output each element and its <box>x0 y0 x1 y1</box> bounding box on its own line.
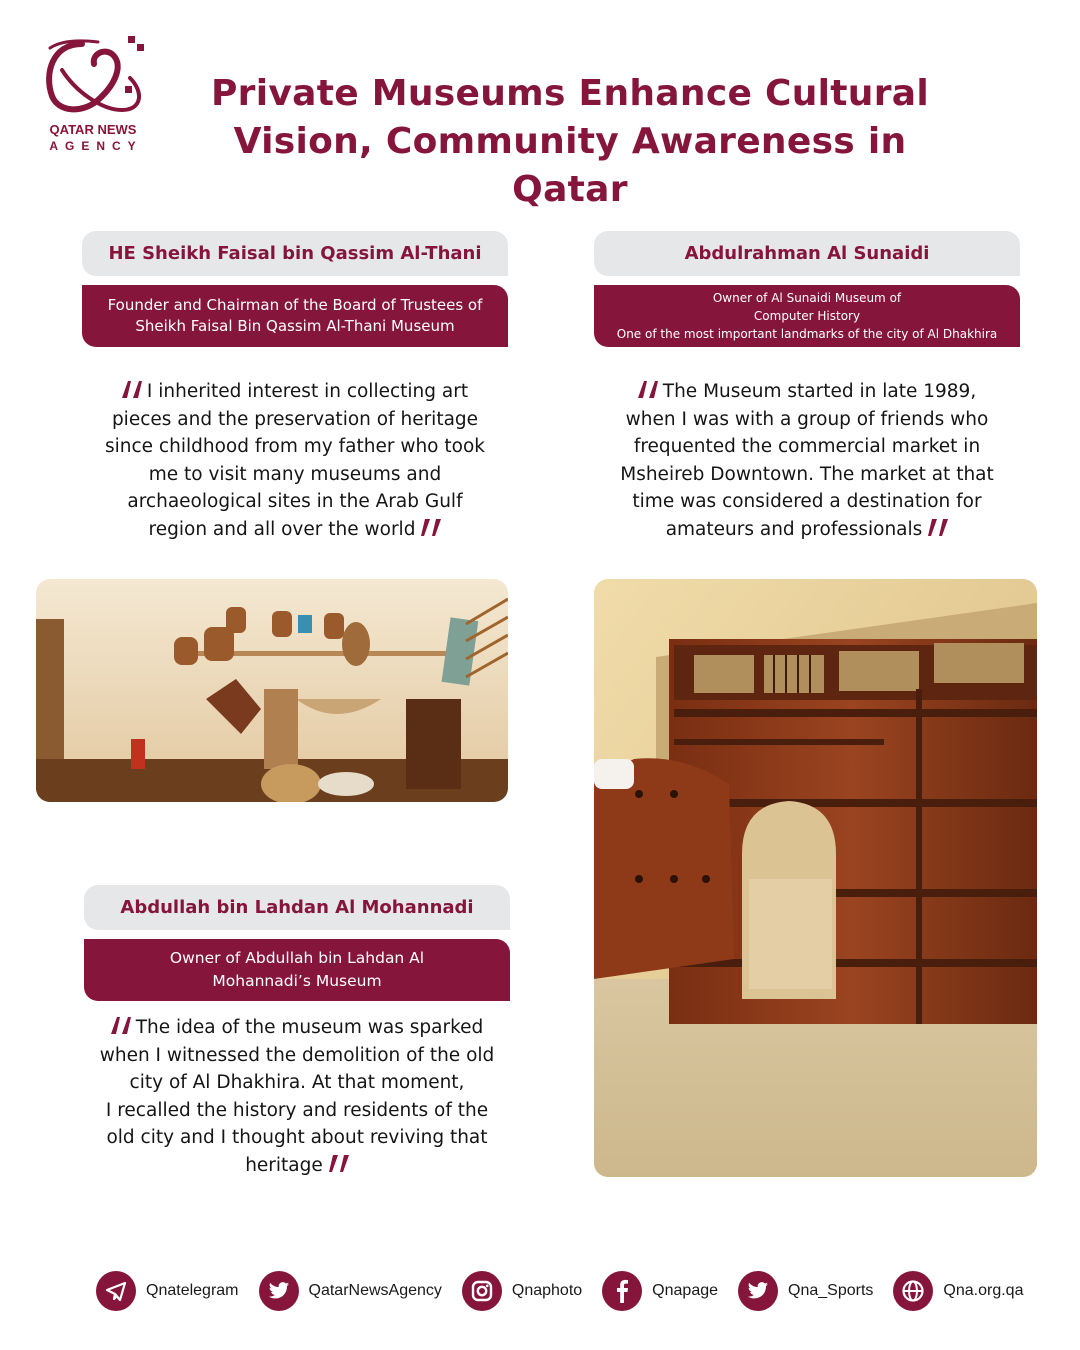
social-link-instagram[interactable] <box>462 1271 582 1311</box>
person-role-box <box>84 939 510 1001</box>
social-link-twitter-sports[interactable] <box>738 1271 873 1311</box>
social-footer <box>96 1270 1043 1312</box>
brand-name-line2: AGENCY <box>49 139 143 153</box>
social-link-twitter[interactable] <box>259 1271 442 1311</box>
person-name-box <box>594 231 1020 276</box>
title-line-1: Private Museums Enhance Cultural <box>210 73 930 114</box>
social-link-website[interactable] <box>893 1271 1023 1311</box>
museum-interior-image <box>36 579 508 802</box>
telegram-icon <box>96 1271 136 1311</box>
title-line-2: Vision, Community Awareness in Qatar <box>233 121 907 210</box>
page-title <box>170 70 970 214</box>
facebook-icon <box>602 1271 642 1311</box>
qna-logo-icon <box>42 34 146 120</box>
social-label: Qnapage <box>652 1282 719 1299</box>
person-name-box <box>84 885 510 930</box>
open-quote-icon <box>111 1017 132 1034</box>
open-quote-icon <box>638 381 659 398</box>
wooden-door-photo <box>594 579 1037 1177</box>
social-link-facebook[interactable] <box>602 1271 718 1311</box>
person-name: HE Sheikh Faisal bin Qassim Al-Thani <box>108 243 482 264</box>
person-quote: The idea of the museum was sparked when I witnessed the demolition of the old city of Al Dhakhira. At that moment, I recalled the history and residents of the old city and I thought about reviving that heritage <box>99 1017 495 1176</box>
role-line: Owner of Al Sunaidi Museum of <box>712 291 902 305</box>
person-role-box <box>82 285 508 347</box>
social-link-telegram[interactable] <box>96 1271 239 1311</box>
role-line: Owner of Abdullah bin Lahdan Al <box>169 949 425 967</box>
role-line: Sheikh Faisal Bin Qassim Al-Thani Museum <box>135 317 455 335</box>
close-quote-icon <box>927 519 948 536</box>
old-door-image <box>594 579 1037 1177</box>
museum-artifacts-photo <box>36 579 508 802</box>
role-line: Mohannadi’s Museum <box>212 972 382 990</box>
social-label: Qna.org.qa <box>943 1282 1024 1299</box>
globe-icon <box>893 1271 933 1311</box>
twitter-icon <box>738 1271 778 1311</box>
qna-logo <box>38 34 148 159</box>
instagram-icon <box>462 1271 502 1311</box>
twitter-icon <box>259 1271 299 1311</box>
person-role-box <box>594 285 1020 347</box>
role-line: One of the most important landmarks of the city of Al Dhakhira <box>616 327 998 341</box>
role-line: Founder and Chairman of the Board of Trustees of <box>107 296 483 314</box>
close-quote-icon <box>328 1155 349 1172</box>
social-label: QatarNewsAgency <box>308 1282 442 1299</box>
role-line: Computer History <box>753 309 861 323</box>
open-quote-icon <box>122 381 143 398</box>
person-name: Abdullah bin Lahdan Al Mohannadi <box>120 897 474 918</box>
social-label: Qnaphoto <box>511 1282 583 1299</box>
close-quote-icon <box>420 519 441 536</box>
person-quote: I inherited interest in collecting art pieces and the preservation of heritage since childhood from my father who took me to visit many museums and archaeological sites in the Arab Gulf region and all over the world <box>105 381 485 540</box>
person-name: Abdulrahman Al Sunaidi <box>684 243 930 264</box>
brand-name-line1: QATAR NEWS <box>49 122 137 137</box>
person-quote: The Museum started in late 1989, when I was with a group of friends who frequented the commercial market in Msheireb Downtown. The market at that time was considered a destination for amateurs and professionals <box>620 381 994 540</box>
social-label: Qna_Sports <box>788 1282 874 1299</box>
social-label: Qnatelegram <box>146 1282 239 1299</box>
person-name-box <box>82 231 508 276</box>
